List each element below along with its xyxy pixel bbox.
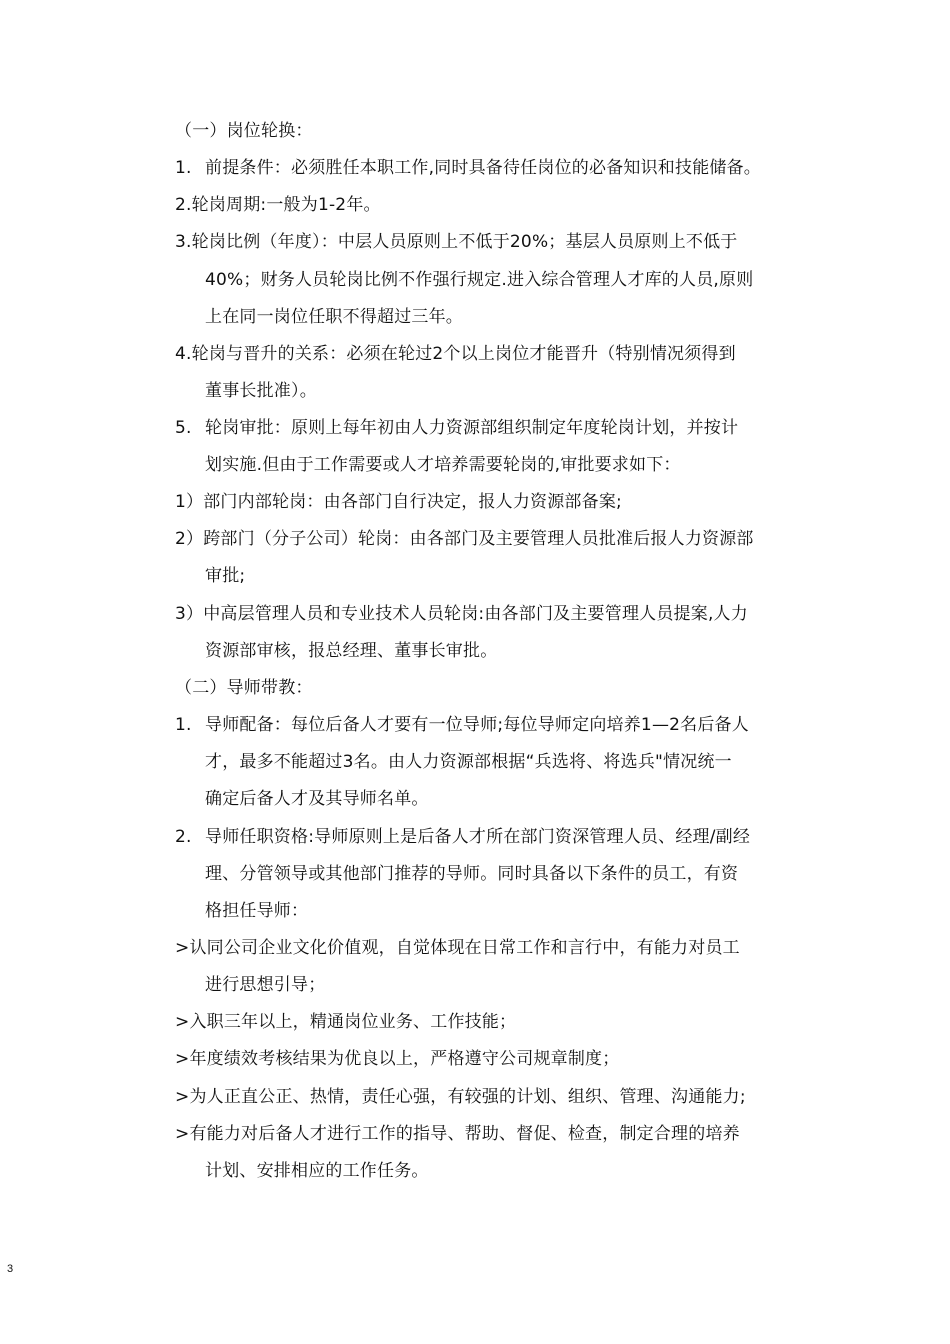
paragraph-line: 进行思想引导； bbox=[205, 975, 326, 995]
paragraph-line: 前提条件：必须胜任本职工作,同时具备待任岗位的必备知识和技能储备。 bbox=[205, 158, 762, 178]
page-number: 3 bbox=[7, 1263, 14, 1275]
paragraph-line: 4.轮岗与晋升的关系：必须在轮过2个以上岗位才能晋升（特别情况须得到 bbox=[175, 344, 736, 364]
paragraph-line: 40%；财务人员轮岗比例不作强行规定.进入综合管理人才库的人员,原则 bbox=[205, 270, 754, 290]
paragraph-line: 2.轮岗周期:一般为1-2年。 bbox=[175, 195, 381, 215]
section-heading-job-rotation: （一）岗位轮换： bbox=[175, 121, 313, 141]
paragraph-line: 理、分管领导或其他部门推荐的导师。同时具备以下条件的员工，有资 bbox=[205, 864, 739, 884]
bullet-line: >为人正直公正、热情，责任心强，有较强的计划、组织、管理、沟通能力; bbox=[175, 1087, 746, 1107]
list-number: 1. bbox=[175, 715, 192, 735]
paragraph-line: 导师任职资格:导师原则上是后备人才所在部门资深管理人员、经理/副经 bbox=[205, 827, 751, 847]
paragraph-line: 资源部审核，报总经理、董事长审批。 bbox=[205, 641, 498, 661]
list-number: 5. bbox=[175, 418, 192, 438]
paragraph-line: 确定后备人才及其导师名单。 bbox=[205, 789, 429, 809]
bullet-line: >入职三年以上，精通岗位业务、工作技能； bbox=[175, 1012, 517, 1032]
list-number: 1. bbox=[175, 158, 192, 178]
section-heading-mentoring: （二）导师带教： bbox=[175, 678, 313, 698]
bullet-line: >有能力对后备人才进行工作的指导、帮助、督促、检查，制定合理的培养 bbox=[175, 1124, 740, 1144]
paragraph-line: 审批; bbox=[205, 566, 246, 586]
paragraph-line: 3）中高层管理人员和专业技术人员轮岗:由各部门及主要管理人员提案,人力 bbox=[175, 604, 748, 624]
paragraph-line: 2）跨部门（分子公司）轮岗：由各部门及主要管理人员批准后报人力资源部 bbox=[175, 529, 754, 549]
paragraph-line: 3.轮岗比例（年度）：中层人员原则上不低于20%；基层人员原则上不低于 bbox=[175, 232, 738, 252]
paragraph-line: 董事长批准）。 bbox=[205, 381, 317, 401]
bullet-line: >认同公司企业文化价值观，自觉体现在日常工作和言行中，有能力对员工 bbox=[175, 938, 740, 958]
paragraph-line: 上在同一岗位任职不得超过三年。 bbox=[205, 307, 463, 327]
paragraph-line: 轮岗审批：原则上每年初由人力资源部组织制定年度轮岗计划，并按计 bbox=[205, 418, 739, 438]
bullet-line: >年度绩效考核结果为优良以上，严格遵守公司规章制度； bbox=[175, 1049, 620, 1069]
paragraph-line: 导师配备：每位后备人才要有一位导师;每位导师定向培养1—2名后备人 bbox=[205, 715, 749, 735]
paragraph-line: 1）部门内部轮岗：由各部门自行决定，报人力资源部备案; bbox=[175, 492, 622, 512]
paragraph-line: 划实施.但由于工作需要或人才培养需要轮岗的,审批要求如下： bbox=[205, 455, 681, 475]
paragraph-line: 格担任导师： bbox=[205, 901, 309, 921]
list-number: 2. bbox=[175, 827, 192, 847]
paragraph-line: 才，最多不能超过3名。由人力资源部根据“兵选将、将选兵"情况统一 bbox=[205, 752, 732, 772]
paragraph-line: 计划、安排相应的工作任务。 bbox=[205, 1161, 429, 1181]
